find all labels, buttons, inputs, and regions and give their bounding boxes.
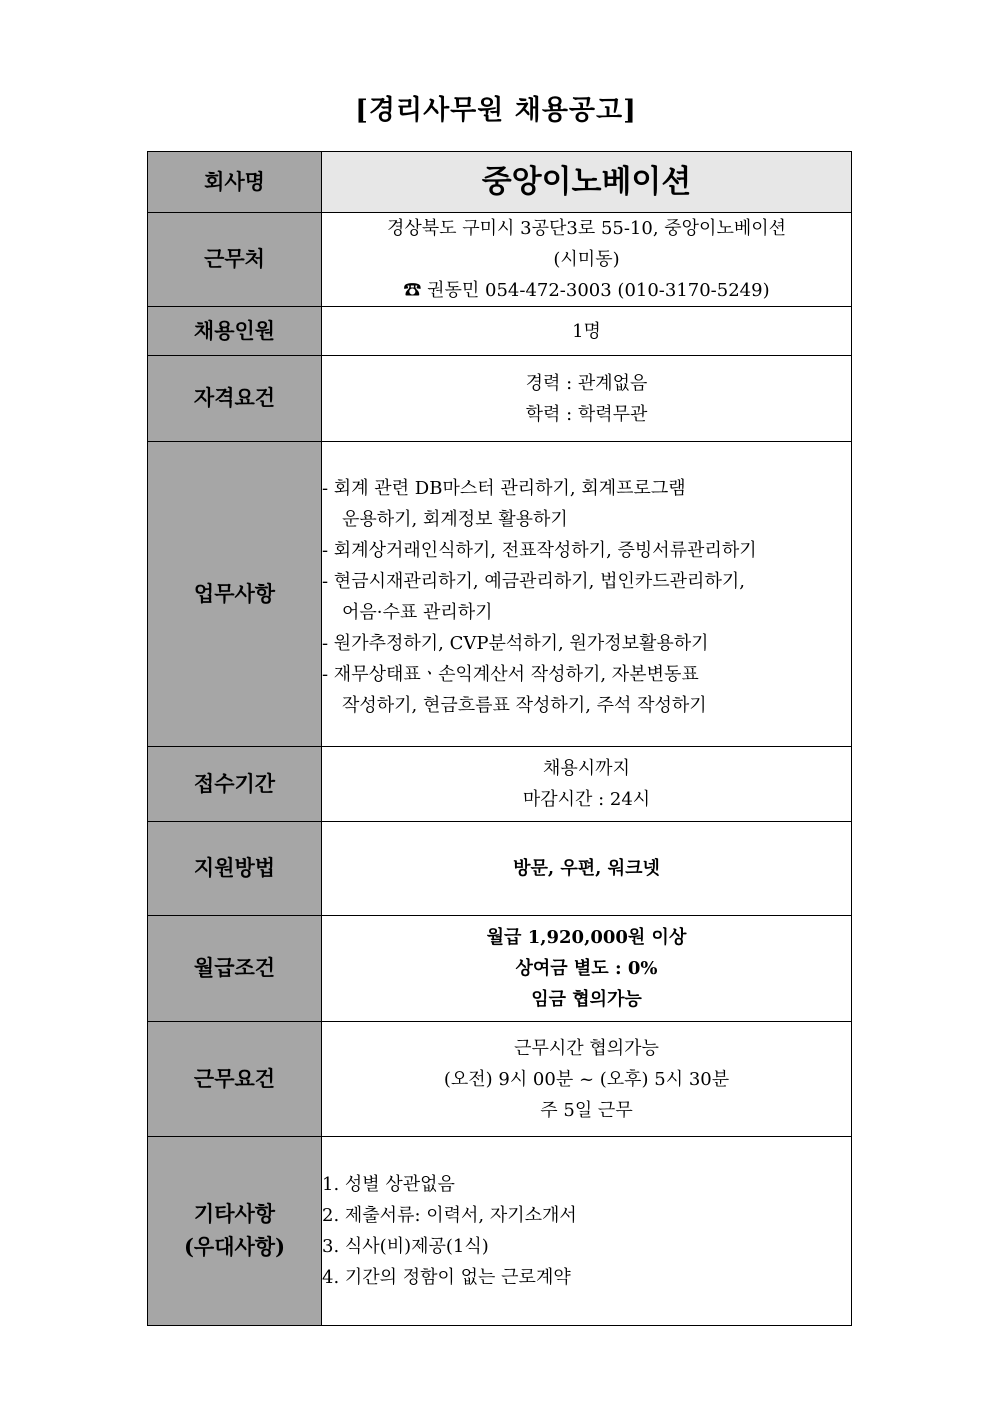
page-title: [경리사무원 채용공고] <box>355 95 637 126</box>
headcount-value: 1명 <box>322 307 852 356</box>
label-workplace: 근무처 <box>148 213 322 307</box>
workplace-address: 경상북도 구미시 3공단3로 55-10, 중앙이노베이션 <box>387 218 786 239</box>
salary-bonus: 상여금 별도 : 0% <box>515 958 658 979</box>
row-period <box>148 747 852 822</box>
duty-item-continued: 작성하기, 현금흐름표 작성하기, 주석 작성하기 <box>342 695 707 716</box>
duty-item: - 현금시재관리하기, 예금관리하기, 법인카드관리하기, <box>322 571 745 592</box>
qualification-value <box>322 356 852 442</box>
salary-negotiable: 임금 협의가능 <box>531 989 642 1010</box>
row-conditions <box>148 1022 852 1137</box>
label-salary: 월급조건 <box>148 916 322 1022</box>
qualification-education: 학력 : 학력무관 <box>525 403 648 425</box>
conditions-value <box>322 1022 852 1137</box>
label-etc-main: 기타사항 <box>193 1201 276 1227</box>
row-workplace <box>148 213 852 307</box>
duty-item: - 회계 관련 DB마스터 관리하기, 회계프로그램 <box>322 478 686 499</box>
label-conditions: 근무요건 <box>148 1022 322 1137</box>
period-deadline: 마감시간 : 24시 <box>522 789 651 810</box>
row-salary <box>148 916 852 1022</box>
duty-item: - 회계상거래인식하기, 전표작성하기, 증빙서류관리하기 <box>322 540 757 561</box>
label-qualification: 자격요건 <box>148 356 322 442</box>
etc-item: 4. 기간의 정함이 없는 근로계약 <box>322 1267 571 1288</box>
row-headcount <box>148 307 852 356</box>
phone-icon: ☎ <box>403 280 422 301</box>
conditions-hours: (오전) 9시 00분 ~ (오후) 5시 30분 <box>443 1068 730 1090</box>
label-etc <box>148 1137 322 1326</box>
label-headcount: 채용인원 <box>148 307 322 356</box>
duty-item: - 재무상태표ㆍ손익계산서 작성하기, 자본변동표 <box>322 664 699 685</box>
job-posting-table <box>147 151 852 1326</box>
label-method: 지원방법 <box>148 822 322 916</box>
label-period: 접수기간 <box>148 747 322 822</box>
row-qualification <box>148 356 852 442</box>
etc-item: 2. 제출서류: 이력서, 자기소개서 <box>322 1205 577 1226</box>
period-value <box>322 747 852 822</box>
method-value: 방문, 우편, 워크넷 <box>322 822 852 916</box>
qualification-career: 경력 : 관계없음 <box>525 372 648 394</box>
duty-item: - 원가추정하기, CVP분석하기, 원가정보활용하기 <box>322 633 709 654</box>
row-method <box>148 822 852 916</box>
etc-list <box>322 1137 852 1326</box>
salary-monthly: 월급 1,920,000원 이상 <box>486 927 687 948</box>
workplace-contact: 권동민 054-472-3003 (010-3170-5249) <box>427 280 770 301</box>
duties-list <box>322 442 852 747</box>
label-company: 회사명 <box>148 152 322 213</box>
company-name: 중앙이노베이션 <box>322 152 852 213</box>
conditions-days: 주 5일 근무 <box>540 1099 633 1121</box>
row-company <box>148 152 852 213</box>
workplace-district: (시미동) <box>553 249 620 270</box>
label-etc-sub: (우대사항) <box>183 1234 286 1259</box>
label-duties: 업무사항 <box>148 442 322 747</box>
row-duties <box>148 442 852 747</box>
workplace-contact-line <box>322 275 851 306</box>
etc-item: 1. 성별 상관없음 <box>322 1174 455 1195</box>
etc-item: 3. 식사(비)제공(1식) <box>322 1236 489 1257</box>
workplace-value <box>322 213 852 307</box>
salary-value <box>322 916 852 1022</box>
duty-item-continued: 운용하기, 회계정보 활용하기 <box>342 509 568 530</box>
duty-item-continued: 어음·수표 관리하기 <box>342 602 493 623</box>
period-until: 채용시까지 <box>543 758 630 779</box>
conditions-hours-negotiable: 근무시간 협의가능 <box>514 1037 659 1059</box>
row-etc <box>148 1137 852 1326</box>
